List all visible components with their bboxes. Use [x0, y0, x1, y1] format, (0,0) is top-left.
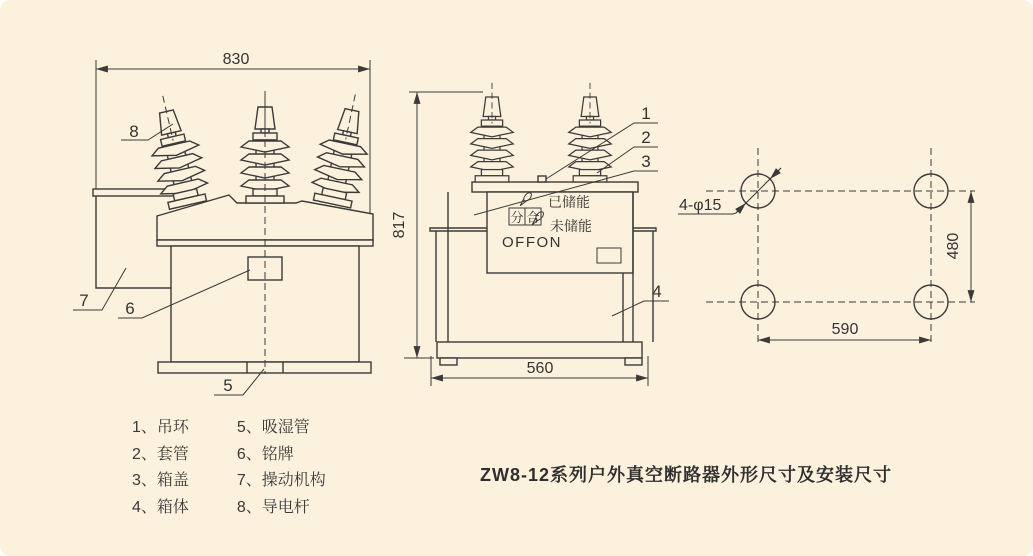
- callout-7: [73, 268, 126, 310]
- lifting-ring: [538, 176, 546, 182]
- dimension-480: [945, 191, 971, 302]
- mounting-view: [678, 148, 975, 344]
- legend-item: 6、铭牌: [236, 445, 294, 463]
- dim-560-text: 560: [526, 360, 554, 377]
- legend-column-1: [132, 415, 189, 521]
- callout-2-text: 2: [641, 128, 651, 147]
- bushing-side-left: [471, 83, 513, 182]
- callout-1-text: 1: [641, 104, 651, 123]
- callout-3-text: 3: [641, 152, 651, 171]
- front-view: [73, 51, 379, 395]
- uncharged-label: 未储能: [550, 218, 592, 234]
- callout-4: [612, 282, 669, 316]
- legend-item: 5、吸湿管: [236, 419, 310, 436]
- open-label: 分: [510, 210, 524, 225]
- hole-diameter-text: 4-φ15: [679, 197, 722, 214]
- bushing-right: [309, 89, 379, 209]
- offon-label: OFFON: [502, 234, 562, 251]
- parts-legend: [132, 415, 326, 521]
- side-view: [391, 83, 669, 386]
- legend-item: 2、套管: [132, 445, 189, 463]
- ledge-left: [430, 228, 487, 231]
- legend-column-2: [237, 415, 326, 521]
- foot-right: [625, 358, 642, 365]
- dim-830-text: 830: [222, 51, 250, 68]
- ledge-right: [633, 228, 656, 231]
- close-label: 合: [526, 210, 540, 225]
- dimension-817: [391, 92, 483, 358]
- dim-480-text: 480: [945, 232, 962, 260]
- legend-item: 3、箱盖: [132, 472, 189, 489]
- base-plate-side: [437, 342, 642, 358]
- dim-590-text: 590: [831, 321, 859, 338]
- callout-6-text: 6: [125, 299, 135, 318]
- callout-5-text: 5: [223, 376, 233, 395]
- legend-item: 1、吊环: [132, 419, 189, 436]
- callout-8-text: 8: [129, 122, 139, 141]
- foot-left: [440, 358, 457, 365]
- legend-item: 8、导电杆: [236, 498, 310, 516]
- legend-item: 4、箱体: [132, 498, 189, 516]
- dimension-590: [758, 321, 931, 340]
- drawing-caption: ZW8-12系列户外真空断路器外形尺寸及安装尺寸: [480, 465, 893, 485]
- callout-7-text: 7: [79, 291, 89, 310]
- box-cover-side: [472, 182, 638, 192]
- callout-4-text: 4: [652, 282, 662, 301]
- dimension-560: [431, 356, 648, 386]
- charged-label: 已储能: [548, 194, 590, 210]
- dim-817-text: 817: [391, 211, 408, 239]
- legend-item: 7、操动机构: [236, 472, 326, 489]
